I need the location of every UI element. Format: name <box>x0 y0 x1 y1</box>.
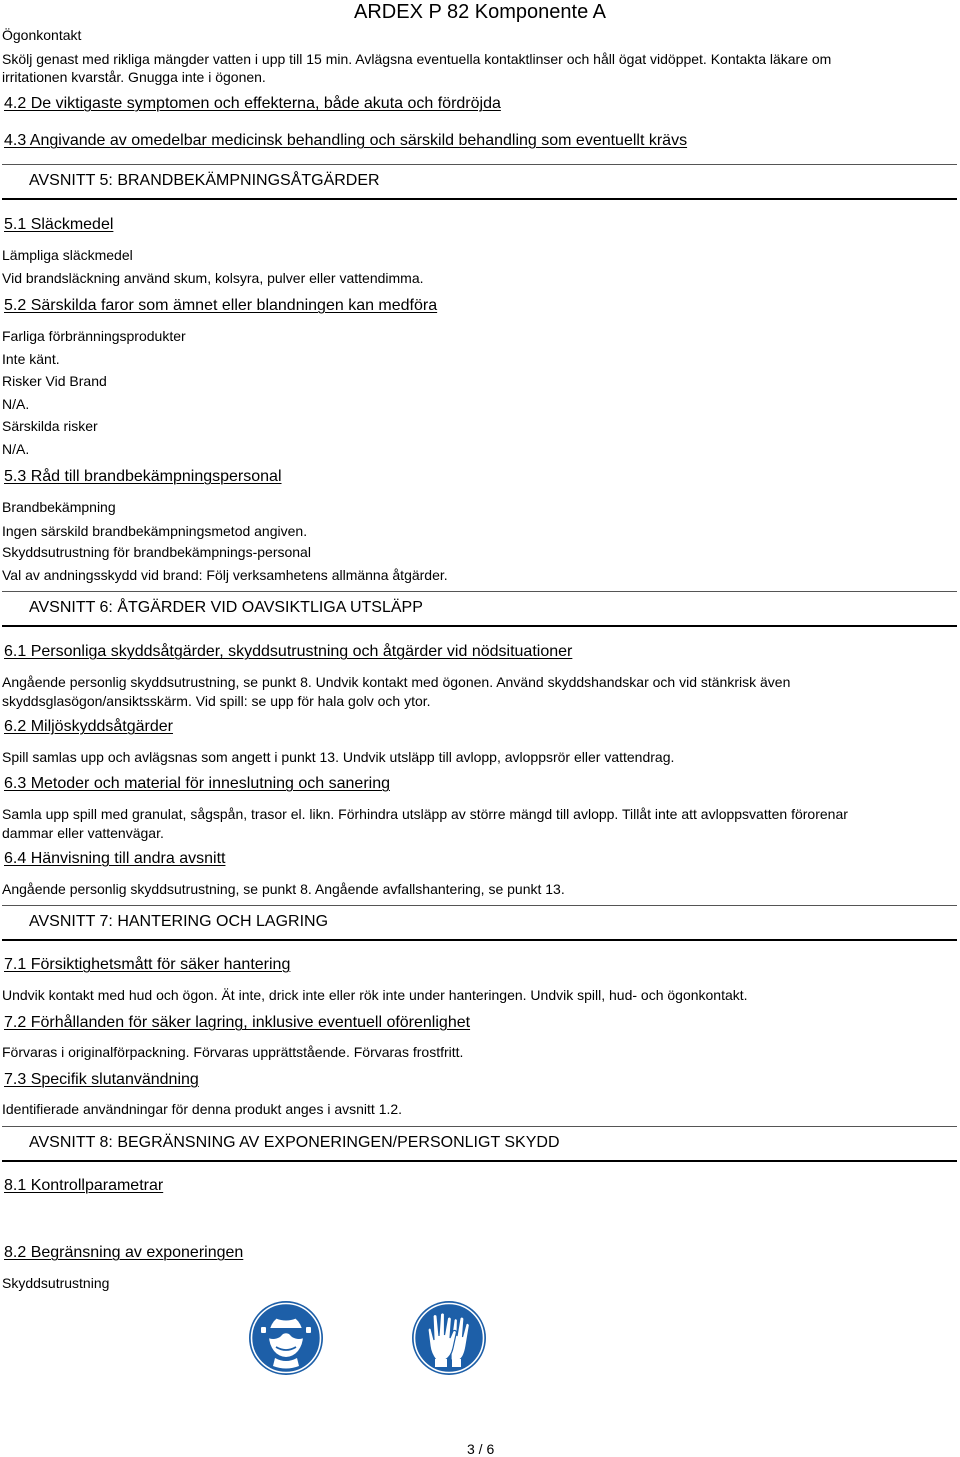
extinguishing-media-text: Vid brandsläckning använd skum, kolsyra, pulver eller vattendimma. <box>2 270 424 286</box>
section-8-header <box>2 1126 957 1162</box>
fire-risks-text: N/A. <box>2 396 30 412</box>
eye-contact-text-line2: irritationen kvarstår. Gnugga inte i ögonen. <box>2 69 266 85</box>
fire-risks-label: Risker Vid Brand <box>2 373 107 389</box>
personal-precautions-text-line2: skyddsglasögon/ansiktsskärm. Vid spill: se upp för hala golv och ytor. <box>2 693 431 709</box>
containment-text-line2: dammar eller vattenvägar. <box>2 825 164 841</box>
subheading-4-2: 4.2 De viktigaste symptomen och effekterna, både akuta och fördröjda <box>4 95 501 112</box>
special-risks-text: N/A. <box>2 441 30 457</box>
gloves-pictogram-icon <box>411 1300 487 1376</box>
subheading-5-1: 5.1 Släckmedel <box>4 216 114 233</box>
subheading-7-2: 7.2 Förhållanden för säker lagring, inklusive eventuell oförenlighet <box>4 1014 471 1031</box>
subheading-5-3: 5.3 Råd till brandbekämpningspersonal <box>4 468 282 485</box>
firefighter-ppe-text: Val av andningsskydd vid brand: Följ verksamhetens allmänna åtgärder. <box>2 567 448 583</box>
subheading-5-2: 5.2 Särskilda faror som ämnet eller blandningen kan medföra <box>4 297 438 314</box>
end-use-text: Identifierade användningar för denna produkt anges i avsnitt 1.2. <box>2 1101 403 1117</box>
subheading-8-1: 8.1 Kontrollparametrar <box>4 1177 164 1194</box>
combustion-products-label: Farliga förbränningsprodukter <box>2 328 186 344</box>
reference-sections-text: Angående personlig skyddsutrustning, se punkt 8. Angående avfallshantering, se punkt 13. <box>2 881 565 897</box>
containment-text-line1: Samla upp spill med granulat, sågspån, trasor el. likn. Förhindra utsläpp av större mängd till avlopp. Tillåt inte att avloppsvatten förorenar <box>2 806 848 822</box>
safe-handling-text: Undvik kontakt med hud och ögon. Ät inte, drick inte eller rök inte under hanteringen. Undvik spill, hud- och ögonkontakt. <box>2 987 748 1003</box>
eye-contact-label: Ögonkontakt <box>2 27 82 43</box>
section-7-title: AVSNITT 7: HANTERING OCH LAGRING <box>29 913 329 930</box>
firefighting-text: Ingen särskild brandbekämpningsmetod angiven. <box>2 523 308 539</box>
section-7-header <box>2 905 957 941</box>
section-5-header <box>2 164 957 200</box>
extinguishing-media-label: Lämpliga släckmedel <box>2 247 133 263</box>
combustion-products-text: Inte känt. <box>2 351 60 367</box>
storage-text: Förvaras i originalförpackning. Förvaras upprättstående. Förvaras frostfritt. <box>2 1044 464 1060</box>
subheading-4-3: 4.3 Angivande av omedelbar medicinsk behandling och särskild behandling som eventuellt krävs <box>4 132 688 149</box>
subheading-6-2: 6.2 Miljöskyddsåtgärder <box>4 718 173 735</box>
subheading-8-2: 8.2 Begränsning av exponeringen <box>4 1244 244 1261</box>
personal-precautions-text-line1: Angående personlig skyddsutrustning, se punkt 8. Undvik kontakt med ögonen. Använd skyddshandskar och vid stänkrisk även <box>2 674 791 690</box>
section-5-title: AVSNITT 5: BRANDBEKÄMPNINGSÅTGÄRDER <box>29 172 380 189</box>
special-risks-label: Särskilda risker <box>2 418 98 434</box>
document-title: ARDEX P 82 Komponente A <box>354 1 607 23</box>
section-8-title: AVSNITT 8: BEGRÄNSNING AV EXPONERINGEN/PERSONLIGT SKYDD <box>29 1134 560 1151</box>
subheading-6-3: 6.3 Metoder och material för inneslutning och sanering <box>4 775 390 792</box>
section-6-title: AVSNITT 6: ÅTGÄRDER VID OAVSIKTLIGA UTSLÄPP <box>29 599 423 616</box>
eye-contact-text-line1: Skölj genast med rikliga mängder vatten i upp till 15 min. Avlägsna eventuella kontaktlinser och håll ögat vidöppet. Kontakta läkare om <box>2 51 832 67</box>
subheading-7-3: 7.3 Specifik slutanvändning <box>4 1071 199 1088</box>
page-number: 3 / 6 <box>467 1441 495 1457</box>
section-6-header <box>2 591 957 627</box>
subheading-6-4: 6.4 Hänvisning till andra avsnitt <box>4 850 226 867</box>
protective-equipment-label: Skyddsutrustning <box>2 1275 110 1291</box>
subheading-6-1: 6.1 Personliga skyddsåtgärder, skyddsutrustning och åtgärder vid nödsituationer <box>4 643 573 660</box>
subheading-7-1: 7.1 Försiktighetsmått för säker hantering <box>4 956 291 973</box>
goggles-pictogram-icon <box>248 1300 324 1376</box>
firefighter-ppe-label: Skyddsutrustning för brandbekämpnings-personal <box>2 544 311 560</box>
firefighting-label: Brandbekämpning <box>2 499 116 515</box>
environmental-precautions-text: Spill samlas upp och avlägsnas som angett i punkt 13. Undvik utsläpp till avlopp, avloppsrör eller vattendrag. <box>2 749 675 765</box>
